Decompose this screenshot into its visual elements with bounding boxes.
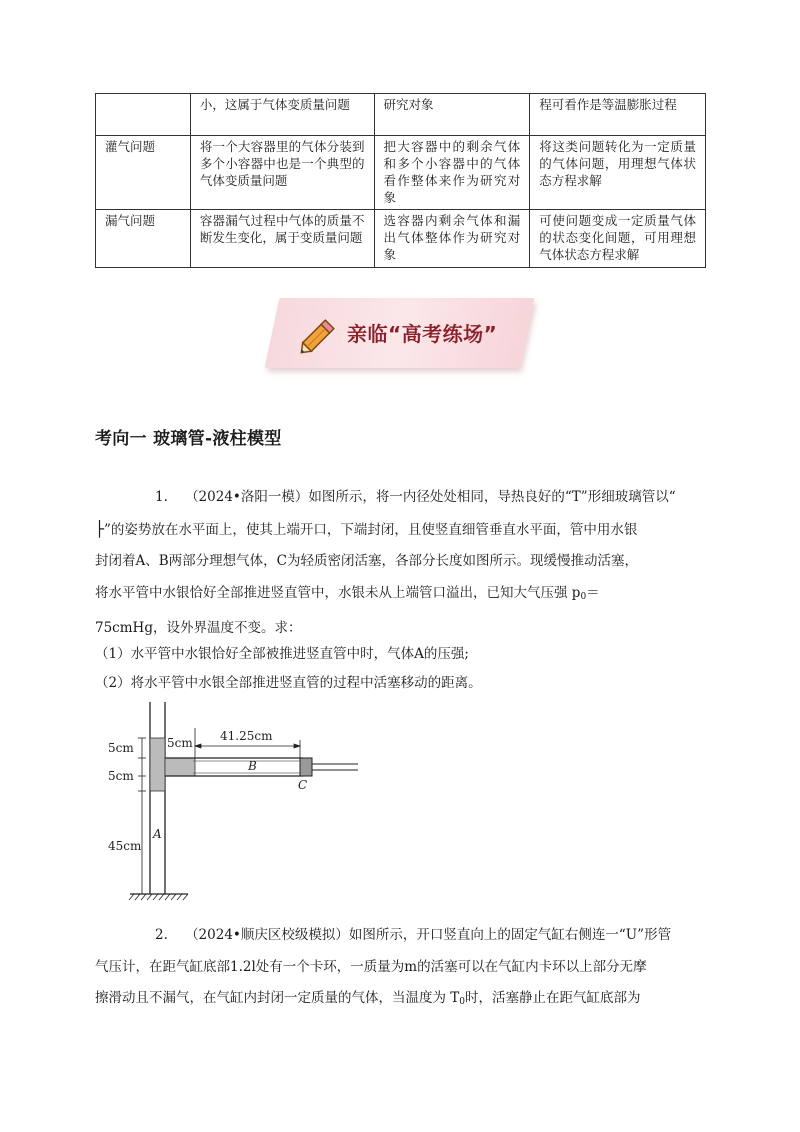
question-line (95, 482, 707, 514)
label-gas-a: A (153, 827, 162, 841)
question-line (95, 920, 707, 952)
label-5cm-top: 5cm (108, 741, 134, 755)
table-row (96, 94, 706, 136)
table-cell: 把大容器中的剩余气体和多个小容器中的气体看作整体来作为研究对象 (374, 136, 530, 210)
mercury-elbow (165, 758, 195, 776)
label-gas-b: B (248, 759, 257, 773)
table-cell: 灌气问题 (96, 136, 191, 210)
question-source: （2024•洛阳一模） (185, 489, 309, 505)
table-cell: 可使问题变成一定质量气体的状态变化间题，可用理想气体状态方程求解 (530, 210, 706, 268)
table-cell: 选容器内剩余气体和漏出气体整体作为研究对象 (374, 210, 530, 268)
subscript: 0 (580, 591, 587, 602)
banner-title: 亲临“高考练场” (347, 322, 498, 346)
question-text: 如图所示，开口竖直向上的固定气缸右侧连一“U”形管 (348, 927, 672, 943)
question-source: （2024•顺庆区校级模拟） (185, 927, 349, 943)
mercury-vertical (150, 738, 165, 791)
table-cell: 小，这属于气体变质量问题 (190, 94, 374, 136)
question-1 (95, 482, 707, 645)
ground-hatching (129, 894, 188, 900)
table-cell: 将一个大容器里的气体分装到多个小容器中也是一个典型的气体变质量问题 (190, 136, 374, 210)
pencil-icon (294, 310, 344, 360)
question-text: 擦滑动且不漏气，在气缸内封闭一定质量的气体，当温度为 T (95, 990, 460, 1006)
table-cell: 容器漏气过程中气体的质量不断发生变化，属于变质量问题 (190, 210, 374, 268)
question-number: 2. (155, 927, 168, 943)
table-cell: 将这类问题转化为一定质量的气体问题，用理想气体状态方程求解 (530, 136, 706, 210)
table-cell: 研究对象 (374, 94, 530, 136)
practice-banner (272, 298, 527, 368)
label-5cm-mid: 5cm (108, 769, 134, 783)
table-cell: 漏气问题 (96, 210, 191, 268)
piston-c (300, 758, 312, 776)
label-piston-c: C (298, 778, 308, 792)
question-line (95, 983, 707, 1019)
subscript: 0 (459, 997, 466, 1007)
label-41-25cm: 41.25cm (220, 729, 273, 743)
question-text: ＝ (586, 584, 600, 601)
t-tube-diagram (108, 700, 368, 905)
question-line (95, 578, 707, 614)
question-line: 封闭着A、B两部分理想气体，C为轻质密闭活塞，各部分长度如图所示。现缓慢推动活塞， (95, 553, 638, 569)
question-line (95, 514, 707, 547)
question-text: 时，活塞静止在距气缸底部为 (465, 990, 641, 1006)
question-part-1: （1）水平管中水银恰好全部被推进竖直管中时，气体A的压强; (95, 646, 469, 662)
question-number: 1. (155, 489, 168, 505)
question-2 (95, 920, 707, 1019)
question-part-2: （2）将水平管中水银全部推进竖直管的过程中活塞移动的距离。 (95, 675, 482, 691)
question-text: ”的姿势放在水平面上，使其上端开口，下端封闭，且使竖直细管垂直水平面，管中用水银 (104, 521, 638, 538)
table-row (96, 136, 706, 210)
table-cell: 程可看作是等温膨胀过程 (530, 94, 706, 136)
tee-shape-symbol: ├ (95, 519, 105, 538)
question-1-parts (95, 640, 707, 698)
table-cell (96, 94, 191, 136)
label-45cm: 45cm (108, 839, 142, 853)
question-line: 75cmHg，设外界温度不变。求： (95, 620, 302, 636)
summary-table (95, 93, 706, 268)
question-text: 将水平管中水银恰好全部推进竖直管中，水银未从上端管口溢出，已知大气压强 p (95, 584, 581, 601)
section-heading: 考向一 玻璃管-液柱模型 (95, 429, 282, 449)
label-5cm-horizontal: 5cm (167, 736, 193, 750)
question-line: 气压计，在距气缸底部1.2l处有一个卡环，一质量为m的活塞可以在气缸内卡环以上部分无摩 (95, 958, 647, 975)
table-row (96, 210, 706, 268)
question-text: 如图所示，将一内径处处相同，导热良好的“T”形细玻璃管以“ (308, 489, 676, 505)
